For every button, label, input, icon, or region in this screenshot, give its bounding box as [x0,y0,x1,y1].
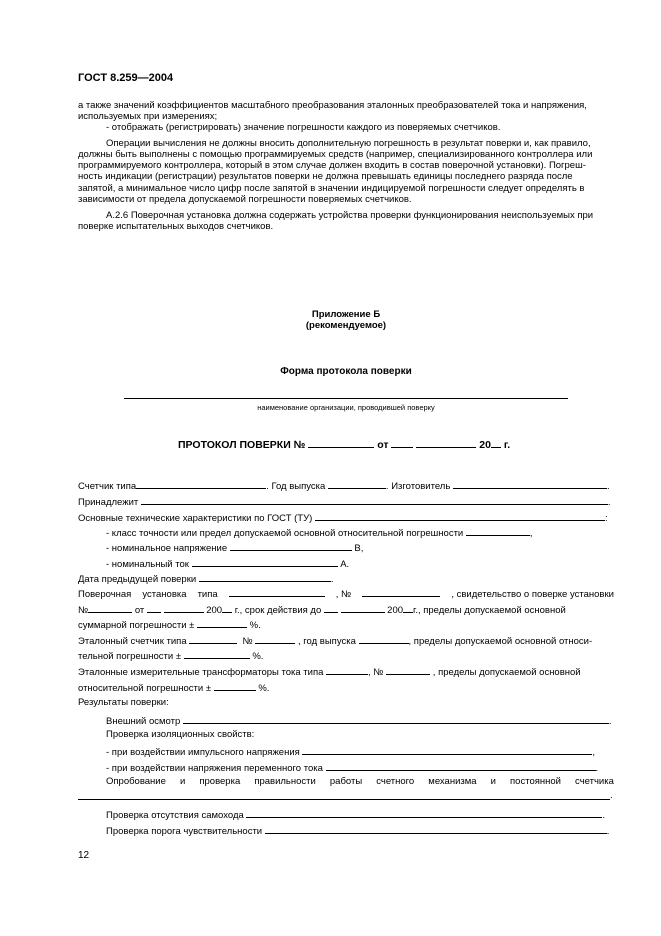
row-meter-type: Счетчик типа . Год выпуска . Изготовитель . [78,478,610,493]
setup-error-field[interactable] [197,617,247,628]
results-heading: Результаты поверки: [78,697,169,708]
row-nom-voltage: - номинальное напряжение В, [106,540,363,555]
org-name-line[interactable] [124,398,568,399]
row-main-specs: Основные технические характеристики по ГОСТ (ТУ) : [78,510,608,525]
row-impulse: - при воздействии импульсного напряжения , [106,744,595,759]
testing-field[interactable] [78,799,610,800]
setup-number-field[interactable] [362,586,440,597]
testing-field-dot: . [610,790,613,801]
row-ref-meter-2: тельной погрешности ± %. [78,648,263,663]
insulation-heading: Проверка изоляционных свойств: [106,729,255,740]
belongs-field[interactable] [141,494,608,505]
protocol-month-field[interactable] [416,437,476,448]
row-prev-date: Дата предыдущей поверки . [78,571,333,586]
valid-until-day-field[interactable] [324,602,338,613]
protocol-day-field[interactable] [391,437,413,448]
row-transformers-1: Эталонные измерительные трансформаторы тока типа , № , пределы допускаемой основной [78,664,581,679]
ref-meter-error-field[interactable] [184,648,250,659]
certificate-year-field[interactable] [222,602,232,613]
certificate-month-field[interactable] [164,602,204,613]
prev-date-field[interactable] [199,571,331,582]
appendix-title: Приложение Б [311,309,381,320]
transformer-number-field[interactable] [386,664,430,675]
body-line: должны быть выполнены с помощью программируемых средств (например, специализированного контроллера или [78,149,593,160]
document-header: ГОСТ 8.259—2004 [78,72,174,84]
body-line: - отображать (регистрировать) значение погрешности каждого из поверяемых счетчиков. [106,122,501,133]
transformer-error-field[interactable] [214,680,256,691]
body-line: программируемого контроллера, который в этом случае должен входить в состав поверочной установки). Погреш- [78,160,586,171]
body-line: А.2.6 Поверочная установка должна содержать устройства проверки функционирования неиспользуемых при [106,210,594,221]
certificate-number-field[interactable] [88,602,132,613]
ref-meter-number-field[interactable] [255,633,295,644]
body-line: а также значений коэффициентов масштабного преобразования эталонных преобразователей тока и напряжения, [78,100,587,111]
row-no-creep: Проверка отсутствия самохода . [106,807,605,822]
row-setup-3: суммарной погрешности ± %. [78,617,261,632]
org-caption: наименование организации, проводившей поверку [257,403,435,412]
row-transformers-2: относительной погрешности ± %. [78,680,269,695]
maker-field[interactable] [453,478,607,489]
row-setup-1: Поверочная установка типа , № , свидетельство о поверке установки [78,586,614,601]
nom-current-field[interactable] [192,556,338,567]
main-specs-field[interactable] [315,510,605,521]
protocol-title: ПРОТОКОЛ ПОВЕРКИ № от 20 г. [178,439,511,451]
impulse-field[interactable] [302,744,592,755]
row-sensitivity: Проверка порога чувствительности . [106,823,609,838]
row-visual: Внешний осмотр . [106,713,612,728]
body-line: запятой, а минимальное число цифр после запятой в значении индицируемой погрешности следует определять в [78,183,585,194]
ref-meter-year-field[interactable] [359,633,409,644]
no-creep-field[interactable] [246,807,602,818]
setup-type-field[interactable] [229,586,325,597]
year-made-field[interactable] [328,478,386,489]
visual-field[interactable] [183,713,609,724]
form-title: Форма протокола поверки [280,366,412,377]
protocol-year-field[interactable] [491,437,501,448]
row-testing: Опробование и проверка правильности работы счетного механизма и постоянной счетчика [106,776,614,787]
body-line: Операции вычисления не должны вносить дополнительную погрешность в результат поверки и, как правило, [106,138,591,149]
nom-voltage-field[interactable] [230,540,352,551]
row-setup-2: № от 200 г., срок действия до 200 г., пределы допускаемой основной [78,602,566,617]
row-ac-voltage: - при воздействии напряжения переменного тока . [106,760,598,775]
body-line: зависимости от предела допускаемой погрешности поверяемых счетчиков. [78,194,412,205]
body-line: ность индикации (регистрации) результатов поверки не должна превышать единицы последнего разряда после [78,171,573,182]
body-line: используемых при измерениях; [78,111,218,122]
certificate-day-field[interactable] [147,602,161,613]
page-number: 12 [78,850,90,861]
protocol-number-field[interactable] [308,437,374,448]
meter-type-field[interactable] [136,478,266,489]
transformer-type-field[interactable] [326,664,368,675]
accuracy-class-field[interactable] [466,525,530,536]
appendix-subtitle: (рекомендуемое) [305,320,387,331]
body-line: поверке испытательных выходов счетчиков. [78,221,274,232]
row-belongs: Принадлежит . [78,494,611,509]
row-accuracy-class: - класс точности или предел допускаемой основной относительной погрешности , [106,525,533,540]
valid-until-month-field[interactable] [341,602,385,613]
row-nom-current: - номинальный ток А. [106,556,349,571]
ac-voltage-field[interactable] [326,760,596,771]
sensitivity-field[interactable] [265,823,607,834]
row-ref-meter-1: Эталонный счетчик типа № , год выпуска , пределы допускаемой основной относи- [78,633,592,648]
ref-meter-type-field[interactable] [189,633,237,644]
valid-until-year-field[interactable] [403,602,413,613]
